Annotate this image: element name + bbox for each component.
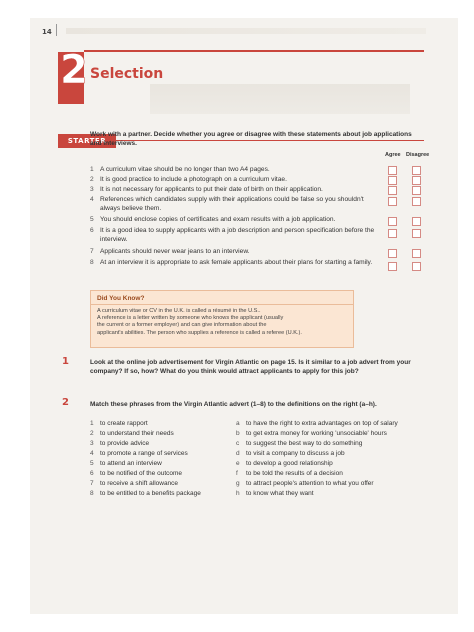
- agree-checkbox-6[interactable]: [388, 229, 397, 238]
- statement-text: References which candidates supply with their applications could be false so you shouldn't always believe them.: [100, 196, 364, 212]
- did-you-know-line: A curriculum vitae or CV in the U.K. is called a résumé in the U.S..: [97, 308, 261, 314]
- phrase-label: 8: [90, 490, 94, 497]
- statement-number: 1: [90, 166, 94, 173]
- unit-header-rule: [84, 50, 424, 52]
- header-band: [66, 28, 426, 34]
- statement-number: 8: [90, 259, 94, 266]
- page-number-divider: [56, 24, 57, 36]
- agree-checkbox-8[interactable]: [388, 262, 397, 271]
- definition-text: to be told the results of a decision: [246, 470, 343, 477]
- definition-label: c: [236, 440, 240, 447]
- statement-text: You should enclose copies of certificates and exam results with a job application.: [100, 216, 336, 223]
- agree-checkbox-7[interactable]: [388, 249, 397, 258]
- agree-checkbox-4[interactable]: [388, 197, 397, 206]
- statement-number: 4: [90, 196, 94, 203]
- statement-text: It is good practice to include a photograph on a curriculum vitae.: [100, 176, 287, 183]
- statement-text: It is not necessary for applicants to put their date of birth on their application.: [100, 186, 323, 193]
- definition-text: to have the right to extra advantages on top of salary: [246, 420, 398, 427]
- statement-number: 2: [90, 176, 94, 183]
- agree-checkbox-1[interactable]: [388, 166, 397, 175]
- phrase-text: to promote a range of services: [100, 450, 188, 457]
- statement-text: At an interview it is appropriate to ask female applicants about their plans for starting a family.: [100, 259, 373, 266]
- phrase-text: to provide advice: [100, 440, 150, 447]
- did-you-know-line: the current or a former employer) and can give information about the: [97, 322, 267, 329]
- phrase-text: to be notified of the outcome: [100, 470, 183, 477]
- phrase-label: 5: [90, 460, 94, 467]
- phrase-text: to be entitled to a benefits package: [100, 490, 201, 497]
- statement-text: It is a good idea to supply applicants with a job description and person specification before the interview.: [100, 227, 375, 243]
- definition-label: a: [236, 420, 240, 427]
- phrase-text: to receive a shift allowance: [100, 480, 179, 487]
- statement-number: 6: [90, 227, 94, 234]
- exercise-2-text: Match these phrases from the Virgin Atlantic advert (1–8) to the definitions on the right (a–h).: [90, 401, 377, 408]
- definition-text: to know what they want: [246, 490, 314, 497]
- disagree-checkbox-1[interactable]: [412, 166, 421, 175]
- statement-4: [90, 196, 380, 213]
- definition-label: f: [236, 470, 238, 477]
- phrase-label: 3: [90, 440, 94, 447]
- did-you-know-line: applicant's abilities. The person who supplies a reference is called a referee (U.K.).: [97, 329, 302, 336]
- disagree-checkbox-2[interactable]: [412, 176, 421, 185]
- phrase-label: 4: [90, 450, 94, 457]
- phrase-text: to create rapport: [100, 420, 148, 427]
- statement-2: [90, 176, 380, 185]
- statement-7: [90, 248, 380, 257]
- did-you-know-line: A reference is a letter written by someone who knows the applicant (usually: [97, 315, 284, 322]
- disagree-checkbox-4[interactable]: [412, 197, 421, 206]
- disagree-checkbox-8[interactable]: [412, 262, 421, 271]
- statement-text: Applicants should never wear jeans to an interview.: [100, 248, 250, 255]
- phrase-label: 6: [90, 470, 94, 477]
- definition-text: to get extra money for working 'unsociable' hours: [246, 430, 387, 437]
- statement-number: 7: [90, 248, 94, 255]
- definition-label: b: [236, 430, 240, 437]
- phrase-label: 1: [90, 420, 94, 427]
- disagree-checkbox-5[interactable]: [412, 217, 421, 226]
- did-you-know-body: [97, 308, 349, 337]
- disagree-checkbox-6[interactable]: [412, 229, 421, 238]
- statement-text: A curriculum vitae should be no longer than two A4 pages.: [100, 166, 270, 173]
- page-number: 14: [42, 28, 52, 36]
- unit-title: Selection: [90, 66, 164, 82]
- definition-label: h: [236, 490, 240, 497]
- definition-text: to suggest the best way to do something: [246, 440, 363, 447]
- disagree-checkbox-7[interactable]: [412, 249, 421, 258]
- did-you-know-box: [90, 290, 354, 348]
- exercise-1-number: 1: [62, 356, 69, 367]
- phrase-text: to attend an interview: [100, 460, 162, 467]
- definition-text: to attract people's attention to what you offer: [246, 480, 374, 487]
- starter-instructions: Work with a partner. Decide whether you agree or disagree with these statements about job applications and interviews.: [90, 131, 412, 147]
- statement-3: [90, 186, 380, 195]
- statement-5: [90, 216, 380, 225]
- statement-6: [90, 227, 380, 244]
- did-you-know-rule: [91, 304, 353, 305]
- definition-label: d: [236, 450, 240, 457]
- statement-number: 3: [90, 186, 94, 193]
- exercise-1-text: Look at the online job advertisement for Virgin Atlantic on page 15. Is it similar to a job advert from your company? If so, how? What do you think would attract applicants to apply for this job?: [90, 359, 411, 375]
- statement-1: [90, 166, 380, 175]
- phrase-text: to understand their needs: [100, 430, 174, 437]
- agree-checkbox-3[interactable]: [388, 186, 397, 195]
- disagree-column-header: Disagree: [406, 152, 430, 158]
- bleed-through-banner: [150, 84, 410, 114]
- did-you-know-heading: Did You Know?: [97, 295, 145, 302]
- phrase-label: 7: [90, 480, 94, 487]
- unit-number: 2: [60, 47, 88, 93]
- statement-8: [90, 259, 380, 268]
- statement-number: 5: [90, 216, 94, 223]
- agree-column-header: Agree: [385, 152, 401, 158]
- exercise-2-number: 2: [62, 397, 69, 408]
- definition-text: to develop a good relationship: [246, 460, 333, 467]
- phrase-label: 2: [90, 430, 94, 437]
- agree-checkbox-5[interactable]: [388, 217, 397, 226]
- definition-label: g: [236, 480, 240, 487]
- disagree-checkbox-3[interactable]: [412, 186, 421, 195]
- agree-checkbox-2[interactable]: [388, 176, 397, 185]
- definition-label: e: [236, 460, 240, 467]
- starter-tab: STARTER: [58, 134, 116, 148]
- definition-text: to visit a company to discuss a job: [246, 450, 345, 457]
